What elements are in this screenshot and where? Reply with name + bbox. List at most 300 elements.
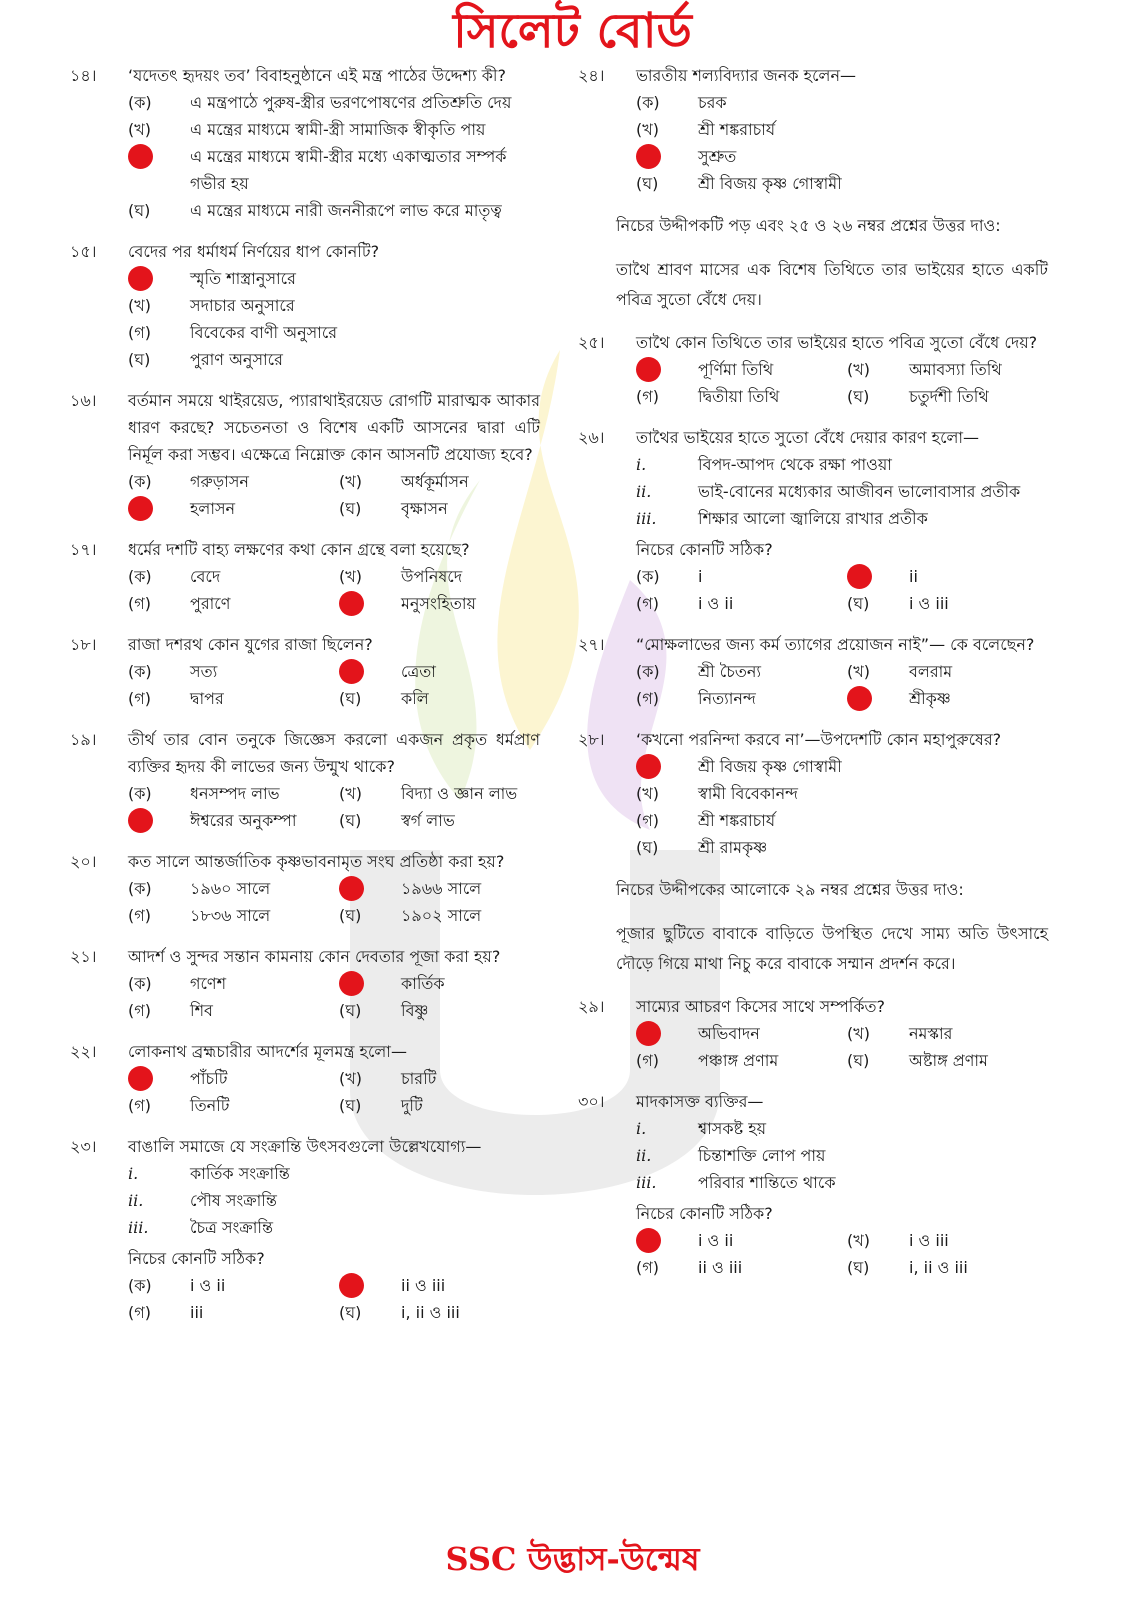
option-text: এ মন্ত্রের মাধ্যমে স্বামী-স্ত্রী সামাজিক স্বীকৃতি পায় <box>190 120 486 139</box>
option-item[interactable] <box>636 170 1048 197</box>
option-item[interactable] <box>339 468 540 495</box>
answer-dot-icon <box>339 1273 364 1298</box>
answer-dot-icon <box>636 1021 661 1046</box>
answer-dot-icon <box>339 876 364 901</box>
option-text: i <box>698 567 703 586</box>
option-text: অমাবস্যা তিথি <box>909 360 1002 379</box>
option-text: পুরাণে <box>190 594 231 613</box>
question-number: ২৫। <box>578 333 605 352</box>
answer-dot-icon <box>339 659 364 684</box>
option-label: (ক) <box>128 472 152 491</box>
option-label: (ক) <box>636 567 660 586</box>
option-label: (ঘ) <box>339 1096 362 1115</box>
question-number: ২২। <box>70 1042 97 1061</box>
statement-text: চৈত্র সংক্রান্তি <box>190 1218 274 1237</box>
option-label <box>636 1227 698 1254</box>
option-item[interactable] <box>339 780 540 807</box>
option-label <box>339 970 401 997</box>
option-text: কার্তিক <box>401 974 445 993</box>
option-text: i, ii ও iii <box>401 1303 460 1322</box>
question-stem: বাঙালি সমাজে যে সংক্রান্তি উৎসবগুলো উল্লেখযোগ্য— <box>128 1137 482 1156</box>
question <box>578 631 1048 712</box>
option-text: শ্রী বিজয় কৃষ্ণ গোস্বামী <box>698 757 842 776</box>
question-number: ১৯। <box>70 730 97 749</box>
option-label: (গ) <box>128 594 151 613</box>
statement-item <box>636 478 1048 505</box>
statement-item <box>636 451 1048 478</box>
option-label <box>636 356 698 383</box>
option-text: i, ii ও iii <box>909 1258 968 1277</box>
option-item[interactable] <box>128 319 540 346</box>
option-item[interactable] <box>339 807 540 834</box>
question-number: ২১। <box>70 947 97 966</box>
option-label: (ঘ) <box>128 201 151 220</box>
option-item[interactable] <box>128 1272 329 1299</box>
option-item[interactable] <box>339 685 540 712</box>
option-item[interactable] <box>128 292 540 319</box>
option-text: বিদ্যা ও জ্ঞান লাভ <box>401 784 518 803</box>
options-list <box>128 1272 540 1326</box>
option-label: (ক) <box>636 662 660 681</box>
option-text: অর্ধকূর্মাসন <box>401 472 469 491</box>
option-item[interactable] <box>128 495 329 522</box>
option-text: দুটি <box>401 1096 423 1115</box>
option-label: (ঘ) <box>847 1051 870 1070</box>
option-label: (ক) <box>128 879 152 898</box>
option-label: (গ) <box>636 594 659 613</box>
right-column <box>578 62 1048 1295</box>
option-label <box>636 143 698 170</box>
option-text: মনুসংহিতায় <box>401 594 476 613</box>
option-label: (খ) <box>339 1069 362 1088</box>
question <box>70 848 540 929</box>
option-text: কলি <box>401 689 429 708</box>
option-text: সুশ্রুত <box>698 147 737 166</box>
option-label <box>636 1020 698 1047</box>
option-label: (ঘ) <box>339 499 362 518</box>
option-item[interactable] <box>128 807 329 834</box>
page-title: সিলেট বোর্ড <box>453 3 692 59</box>
option-label: (খ) <box>847 360 870 379</box>
question-stem: রাজা দশরথ কোন যুগের রাজা ছিলেন? <box>128 635 373 654</box>
option-label: (গ) <box>128 1001 151 1020</box>
option-label: (গ) <box>636 689 659 708</box>
option-item[interactable] <box>339 970 540 997</box>
option-item[interactable] <box>847 685 1048 712</box>
option-text: ১৯০২ সালে <box>401 906 482 925</box>
question-stem: “মোক্ষলাভের জন্য কর্ম ত্যাগের প্রয়োজন নাই”— কে বলেছেন? <box>636 635 1035 654</box>
option-item[interactable] <box>339 563 540 590</box>
option-text: পাঁচটি <box>190 1069 228 1088</box>
option-label: (ঘ) <box>128 350 151 369</box>
question-stem: মাদকাসক্ত ব্যক্তির— <box>636 1092 764 1111</box>
option-text: অষ্টাঙ্গ প্রণাম <box>909 1051 988 1070</box>
option-label: (ক) <box>128 93 152 112</box>
option-text: ত্রেতা <box>401 662 436 681</box>
options-list <box>128 265 540 373</box>
option-label: (গ) <box>128 689 151 708</box>
sub-question: নিচের কোনটি সঠিক? <box>636 540 773 559</box>
option-text: শ্রী বিজয় কৃষ্ণ গোস্বামী <box>698 174 842 193</box>
option-label: (খ) <box>339 472 362 491</box>
footer-brand: SSC উদ্ভাস-উন্মেষ <box>445 1540 700 1578</box>
option-item[interactable] <box>636 780 1048 807</box>
option-item[interactable] <box>339 902 540 929</box>
question-number: ২৯। <box>578 997 605 1016</box>
option-item[interactable] <box>339 658 540 685</box>
option-item[interactable] <box>128 1065 329 1092</box>
option-text: গরুড়াসন <box>190 472 249 491</box>
option-item[interactable] <box>128 902 329 929</box>
option-item[interactable] <box>128 780 329 807</box>
option-item[interactable] <box>128 875 329 902</box>
option-text: শ্রী রামকৃষ্ণ <box>698 838 768 857</box>
question-number: ২৬। <box>578 428 605 447</box>
statement-item <box>636 505 1048 532</box>
option-item[interactable] <box>636 807 1048 834</box>
option-text: এ মন্ত্রপাঠে পুরুষ-স্ত্রীর ভরণপোষণের প্রতিশ্রুতি দেয় <box>190 93 512 112</box>
option-item[interactable] <box>339 1092 540 1119</box>
options-list <box>128 89 540 224</box>
option-item[interactable] <box>339 1065 540 1092</box>
question-stem: তাথৈর ভাইয়ের হাতে সুতো বেঁধে দেয়ার কারণ হলো— <box>636 428 980 447</box>
answer-dot-icon <box>128 266 153 291</box>
statement-label: i. <box>636 455 647 474</box>
option-label: (ক) <box>128 567 152 586</box>
option-label: (খ) <box>636 784 659 803</box>
option-text: স্বামী বিবেকানন্দ <box>698 784 798 803</box>
option-item[interactable] <box>636 356 837 383</box>
option-text: নিত্যানন্দ <box>698 689 756 708</box>
option-item[interactable] <box>847 590 1048 617</box>
option-text: i ও iii <box>909 594 949 613</box>
option-text: দ্বিতীয়া তিথি <box>698 387 780 406</box>
option-item[interactable] <box>339 875 540 902</box>
statement-text: ভাই-বোনের মধ্যেকার আজীবন ভালোবাসার প্রতীক <box>698 482 1021 501</box>
option-label: (গ) <box>128 1096 151 1115</box>
answer-dot-icon <box>847 686 872 711</box>
option-text: এ মন্ত্রের মাধ্যমে স্বামী-স্ত্রীর মধ্যে একাত্মতার সম্পর্ক গভীর হয় <box>190 147 507 193</box>
option-item[interactable] <box>636 1227 837 1254</box>
option-text: পঞ্চাঙ্গ প্রণাম <box>698 1051 779 1070</box>
options-list <box>636 356 1048 410</box>
option-label: (খ) <box>847 1024 870 1043</box>
option-text: বিষ্ণু <box>401 1001 429 1020</box>
option-text: i ও iii <box>909 1231 949 1250</box>
option-item[interactable] <box>847 658 1048 685</box>
question-stem: আদর্শ ও সুন্দর সন্তান কামনায় কোন দেবতার পূজা করা হয়? <box>128 947 501 966</box>
options-list <box>636 563 1048 617</box>
option-label: (গ) <box>128 323 151 342</box>
statement-text: শিক্ষার আলো জ্বালিয়ে রাখার প্রতীক <box>698 509 928 528</box>
options-list <box>636 89 1048 197</box>
option-text: স্মৃতি শাস্ত্রানুসারে <box>190 269 296 288</box>
option-label: (গ) <box>636 1258 659 1277</box>
option-label: (খ) <box>636 120 659 139</box>
option-text: ii ও iii <box>698 1258 743 1277</box>
option-label <box>339 590 401 617</box>
option-item[interactable] <box>128 265 540 292</box>
question <box>70 387 540 522</box>
option-item[interactable] <box>847 1020 1048 1047</box>
option-text: হলাসন <box>190 499 236 518</box>
option-item[interactable] <box>847 356 1048 383</box>
option-label: (ঘ) <box>339 1001 362 1020</box>
left-column <box>70 62 540 1340</box>
question-stem: কত সালে আন্তর্জাতিক কৃষ্ণভাবনামৃত সংঘ প্রতিষ্ঠা করা হয়? <box>128 852 505 871</box>
option-label: (ঘ) <box>636 174 659 193</box>
option-text: i ও ii <box>190 1276 226 1295</box>
option-text: সদাচার অনুসারে <box>190 296 295 315</box>
question-number: ২০। <box>70 852 97 871</box>
option-label: (ঘ) <box>339 1303 362 1322</box>
stimulus-text: নিচের উদ্দীপকটি পড় এবং ২৫ ও ২৬ নম্বর প্রশ্নের উত্তর দাও: <box>616 216 1001 235</box>
option-label: (গ) <box>636 811 659 830</box>
question <box>578 993 1048 1074</box>
question-number: ৩০। <box>578 1092 605 1111</box>
option-text: শিব <box>190 1001 213 1020</box>
answer-dot-icon <box>847 564 872 589</box>
option-item[interactable] <box>847 1227 1048 1254</box>
option-label <box>128 265 190 292</box>
option-text: ১৯৬০ সালে <box>190 879 271 898</box>
option-item[interactable] <box>636 383 837 410</box>
option-item[interactable] <box>636 1020 837 1047</box>
option-item[interactable] <box>128 143 540 197</box>
option-text: পূর্ণিমা তিথি <box>698 360 774 379</box>
option-item[interactable] <box>636 1254 837 1281</box>
option-text: শ্রীকৃষ্ণ <box>909 689 951 708</box>
question <box>70 943 540 1024</box>
option-label: (ক) <box>128 1276 152 1295</box>
option-label <box>128 495 190 522</box>
option-item[interactable] <box>128 658 329 685</box>
option-item[interactable] <box>128 468 329 495</box>
question <box>70 536 540 617</box>
statement-text: কার্তিক সংক্রান্তি <box>190 1164 290 1183</box>
option-item[interactable] <box>128 89 540 116</box>
option-text: পুরাণ অনুসারে <box>190 350 283 369</box>
option-item[interactable] <box>339 590 540 617</box>
statement-item <box>128 1214 540 1241</box>
question <box>70 726 540 834</box>
question-number: ১৫। <box>70 242 97 261</box>
option-item[interactable] <box>636 590 837 617</box>
option-label: (ক) <box>128 784 152 803</box>
option-item[interactable] <box>128 346 540 373</box>
option-label: (ঘ) <box>339 811 362 830</box>
option-text: ii <box>909 567 918 586</box>
option-item[interactable] <box>128 685 329 712</box>
option-label: (খ) <box>339 784 362 803</box>
option-text: চতুর্দশী তিথি <box>909 387 989 406</box>
stimulus-text: তাথৈ শ্রাবণ মাসের এক বিশেষ তিথিতে তার ভাইয়ের হাতে একটি পবিত্র সুতো বেঁধে দেয়। <box>616 260 1048 309</box>
option-item[interactable] <box>339 495 540 522</box>
option-item[interactable] <box>128 197 540 224</box>
option-text: বিবেকের বাণী অনুসারে <box>190 323 338 342</box>
option-text: এ মন্ত্রের মাধ্যমে নারী জননীরূপে লাভ করে মাতৃত্ব <box>190 201 502 220</box>
option-label: (ক) <box>128 662 152 681</box>
option-label: (ঘ) <box>636 838 659 857</box>
statement-label: ii. <box>128 1191 144 1210</box>
option-label <box>128 143 190 170</box>
question <box>578 424 1048 617</box>
option-text: নমস্কার <box>909 1024 953 1043</box>
option-text: ii ও iii <box>401 1276 446 1295</box>
question <box>578 62 1048 197</box>
option-item[interactable] <box>128 997 329 1024</box>
option-item[interactable] <box>847 1254 1048 1281</box>
option-item[interactable] <box>847 1047 1048 1074</box>
option-text: i ও ii <box>698 594 734 613</box>
option-label: (খ) <box>339 567 362 586</box>
question-stem: তীর্থ তার বোন তনুকে জিজ্ঞেস করলো একজন প্রকৃত ধর্মপ্রাণ ব্যক্তির হৃদয় কী লাভের জন্য উন্মুখ থাকে? <box>128 730 540 776</box>
option-item[interactable] <box>636 1047 837 1074</box>
question-number: ২৭। <box>578 635 605 654</box>
sub-question: নিচের কোনটি সঠিক? <box>636 1204 773 1223</box>
statement-label: iii. <box>636 509 657 528</box>
option-item[interactable] <box>128 563 329 590</box>
option-item[interactable] <box>636 563 837 590</box>
question-stem: তাথৈ কোন তিথিতে তার ভাইয়ের হাতে পবিত্র সুতো বেঁধে দেয়? <box>636 333 1038 352</box>
option-text: শ্রী শঙ্করাচার্য <box>698 120 776 139</box>
question-number: ১৬। <box>70 391 97 410</box>
options-list <box>128 1065 540 1119</box>
statement-text: পৌষ সংক্রান্তি <box>190 1191 277 1210</box>
statement-text: শ্বাসকষ্ট হয় <box>698 1119 767 1138</box>
option-item[interactable] <box>339 1299 540 1326</box>
option-item[interactable] <box>636 116 1048 143</box>
option-text: ১৯৬৬ সালে <box>401 879 482 898</box>
question-stem: ‘কখনো পরনিন্দা করবে না’—উপদেশটি কোন মহাপুরুষের? <box>636 730 1002 749</box>
statement-label: ii. <box>636 1146 652 1165</box>
option-label: (গ) <box>128 1303 151 1322</box>
options-list <box>128 780 540 834</box>
option-item[interactable] <box>636 89 1048 116</box>
option-item[interactable] <box>636 834 1048 861</box>
option-item[interactable] <box>847 563 1048 590</box>
statement-item <box>636 1115 1048 1142</box>
option-item[interactable] <box>847 383 1048 410</box>
option-text: ১৮৩৬ সালে <box>190 906 271 925</box>
statement-label: iii. <box>128 1218 149 1237</box>
option-label: (গ) <box>636 1051 659 1070</box>
option-label <box>128 1065 190 1092</box>
question-stem: ‘যদেতৎ হৃদয়ং তব’ বিবাহনুষ্ঠানে এই মন্ত্র পাঠের উদ্দেশ্য কী? <box>128 66 506 85</box>
question-stem: লোকনাথ ব্রহ্মচারীর আদর্শের মূলমন্ত্র হলো— <box>128 1042 407 1061</box>
question-number: ১৭। <box>70 540 97 559</box>
question-stem: সাম্যের আচরণ কিসের সাথে সম্পর্কিত? <box>636 997 886 1016</box>
question <box>578 1088 1048 1281</box>
option-text: চরক <box>698 93 727 112</box>
option-label: (ক) <box>128 974 152 993</box>
answer-dot-icon <box>128 496 153 521</box>
option-text: অভিবাদন <box>698 1024 760 1043</box>
statement-label: i. <box>128 1164 139 1183</box>
option-item[interactable] <box>128 970 329 997</box>
options-list <box>128 970 540 1024</box>
option-text: i ও ii <box>698 1231 734 1250</box>
question-number: ১৪। <box>70 66 97 85</box>
question-number: ২৪। <box>578 66 605 85</box>
option-item[interactable] <box>128 590 329 617</box>
option-text: শ্রী চৈতন্য <box>698 662 762 681</box>
option-item[interactable] <box>636 753 1048 780</box>
option-text: তিনটি <box>190 1096 230 1115</box>
option-item[interactable] <box>339 1272 540 1299</box>
statement-label: ii. <box>636 482 652 501</box>
question-stem: ভারতীয় শল্যবিদ্যার জনক হলেন— <box>636 66 856 85</box>
option-label <box>847 563 909 590</box>
question-number: ১৮। <box>70 635 97 654</box>
stimulus-text: পূজার ছুটিতে বাবাকে বাড়িতে উপস্থিত দেখে সাম্য অতি উৎসাহে দৌড়ে গিয়ে মাথা নিচু করে বাবাকে সম্মান প্রদর্শন করে। <box>616 924 1048 973</box>
option-item[interactable] <box>636 143 1048 170</box>
statement-label: i. <box>636 1119 647 1138</box>
question-stem: বর্তমান সময়ে থাইরয়েড, প্যারাথাইরয়েড রোগটি মারাত্মক আকার ধারণ করছে? সচেতনতা ও বিশেষ একটি আসনের দ্বারা এটি নির্মূল করা সম্ভব। এক্ষেত্রে নিম্নোক্ত কোন আসনটি প্রযোজ্য হবে? <box>128 391 540 464</box>
option-label <box>339 1272 401 1299</box>
statement-item <box>128 1160 540 1187</box>
question <box>70 238 540 373</box>
option-label: (গ) <box>128 906 151 925</box>
question <box>70 631 540 712</box>
option-text: চারটি <box>401 1069 437 1088</box>
statement-label: iii. <box>636 1173 657 1192</box>
option-item[interactable] <box>128 1299 329 1326</box>
option-text: বেদে <box>190 567 221 586</box>
answer-dot-icon <box>128 808 153 833</box>
option-text: গণেশ <box>190 974 227 993</box>
options-list <box>636 753 1048 861</box>
option-text: ধনসম্পদ লাভ <box>190 784 280 803</box>
option-item[interactable] <box>636 658 837 685</box>
option-text: ঈশ্বরের অনুকম্পা <box>190 811 297 830</box>
sub-question: নিচের কোনটি সঠিক? <box>128 1249 265 1268</box>
statement-text: চিন্তাশক্তি লোপ পায় <box>698 1146 826 1165</box>
option-text: iii <box>190 1303 204 1322</box>
option-item[interactable] <box>339 997 540 1024</box>
option-item[interactable] <box>128 116 540 143</box>
options-list <box>128 875 540 929</box>
options-list <box>128 563 540 617</box>
question-stem: ধর্মের দশটি বাহ্য লক্ষণের কথা কোন গ্রন্থে বলা হয়েছে? <box>128 540 470 559</box>
answer-dot-icon <box>339 591 364 616</box>
option-label <box>636 753 698 780</box>
answer-dot-icon <box>128 1066 153 1091</box>
option-label: (খ) <box>847 662 870 681</box>
option-label <box>339 875 401 902</box>
option-text: বৃক্ষাসন <box>401 499 448 518</box>
options-list <box>128 468 540 522</box>
answer-dot-icon <box>636 144 661 169</box>
options-list <box>636 1227 1048 1281</box>
answer-dot-icon <box>636 1228 661 1253</box>
options-list <box>128 658 540 712</box>
option-item[interactable] <box>636 685 837 712</box>
answer-dot-icon <box>339 971 364 996</box>
option-item[interactable] <box>128 1092 329 1119</box>
option-text: সত্য <box>190 662 218 681</box>
option-label <box>128 807 190 834</box>
option-text: স্বর্গ লাভ <box>401 811 455 830</box>
option-label: (খ) <box>128 120 151 139</box>
options-list <box>636 658 1048 712</box>
question <box>70 62 540 224</box>
option-text: দ্বাপর <box>190 689 224 708</box>
statement-item <box>636 1142 1048 1169</box>
option-label: (ঘ) <box>847 594 870 613</box>
option-text: বলরাম <box>909 662 953 681</box>
question-number: ২৮। <box>578 730 605 749</box>
